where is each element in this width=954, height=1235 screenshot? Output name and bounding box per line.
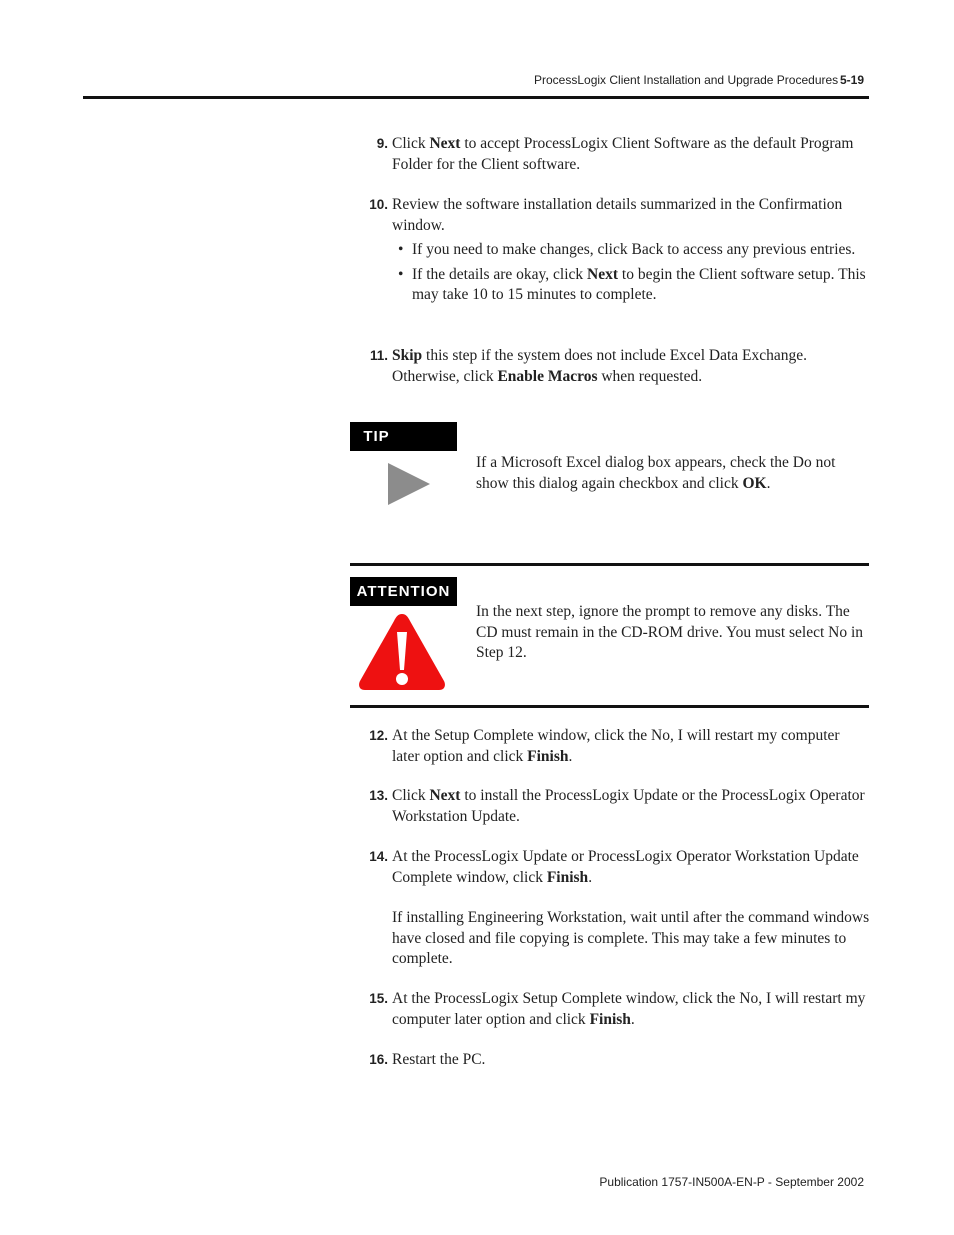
step-body: Restart the PC.	[392, 1051, 486, 1068]
step-number: 12.	[369, 728, 388, 743]
bullet-icon: •	[398, 265, 404, 283]
step-14-note	[362, 908, 870, 970]
step-number: 14.	[369, 849, 388, 864]
header-title: ProcessLogix Client Installation and Upgrade Procedures	[534, 73, 839, 87]
step-number: 9.	[376, 136, 388, 151]
step-body: Review the software installation details summarized in the Confirmation window. • If you need to make changes, click Back to access any previous entries. • If the details are okay, click Next to begin the Client software setup. This may take 10 to 15 minutes to complete.	[392, 195, 870, 306]
bullet-list	[392, 240, 870, 306]
step-10	[362, 195, 870, 310]
step-body: Click Next to accept ProcessLogix Client Software as the default Program Folder for the Client software.	[392, 135, 854, 173]
attention-bottom-rule	[350, 705, 869, 708]
step-number: 15.	[369, 991, 388, 1006]
step-14	[362, 847, 870, 888]
warning-exclamation-icon	[357, 612, 447, 692]
step-number: 16.	[369, 1052, 388, 1067]
list-item: • If the details are okay, click Next to begin the Client software setup. This may take 10 to 15 minutes to complete.	[398, 265, 866, 303]
step-body: At the Setup Complete window, click the No, I will restart my computer later option and click Finish.	[392, 727, 840, 765]
attention-top-rule	[350, 563, 869, 566]
step-number: 13.	[369, 788, 388, 803]
page-footer: Publication 1757-IN500A-EN-P - September 2002	[599, 1175, 864, 1189]
step-11	[362, 346, 870, 387]
step-body: Click Next to install the ProcessLogix Update or the ProcessLogix Operator Workstation Update.	[392, 787, 865, 825]
step-16	[362, 1050, 870, 1071]
step-15	[362, 989, 870, 1030]
step-13	[362, 786, 870, 827]
tip-label: TIP	[350, 422, 457, 451]
step-body: At the ProcessLogix Setup Complete window, click the No, I will restart my computer later option and click Finish.	[392, 990, 866, 1028]
attention-label: ATTENTION	[350, 577, 457, 606]
step-body: At the ProcessLogix Update or ProcessLogix Operator Workstation Update Complete window, click Finish.	[392, 848, 859, 886]
page-number: 5-19	[839, 73, 864, 87]
attention-text: In the next step, ignore the prompt to remove any disks. The CD must remain in the CD-ROM drive. You must select No in Step 12.	[476, 603, 864, 661]
play-arrow-icon	[386, 462, 432, 506]
step-9	[362, 134, 870, 175]
bullet-icon: •	[398, 241, 404, 258]
step-body: If installing Engineering Workstation, wait until after the command windows have closed and file copying is complete. This may take a few minutes to complete.	[392, 909, 870, 967]
step-body: Skip this step if the system does not include Excel Data Exchange. Otherwise, click Enable Macros when requested.	[392, 347, 807, 385]
step-number: 11.	[369, 348, 388, 363]
step-12	[362, 726, 870, 767]
tip-text: If a Microsoft Excel dialog box appears, check the Do not show this dialog again checkbox and click OK.	[476, 454, 836, 492]
list-item: • If you need to make changes, click Back to access any previous entries.	[392, 240, 870, 261]
header-rule	[83, 96, 869, 99]
step-number: 10.	[369, 197, 388, 212]
